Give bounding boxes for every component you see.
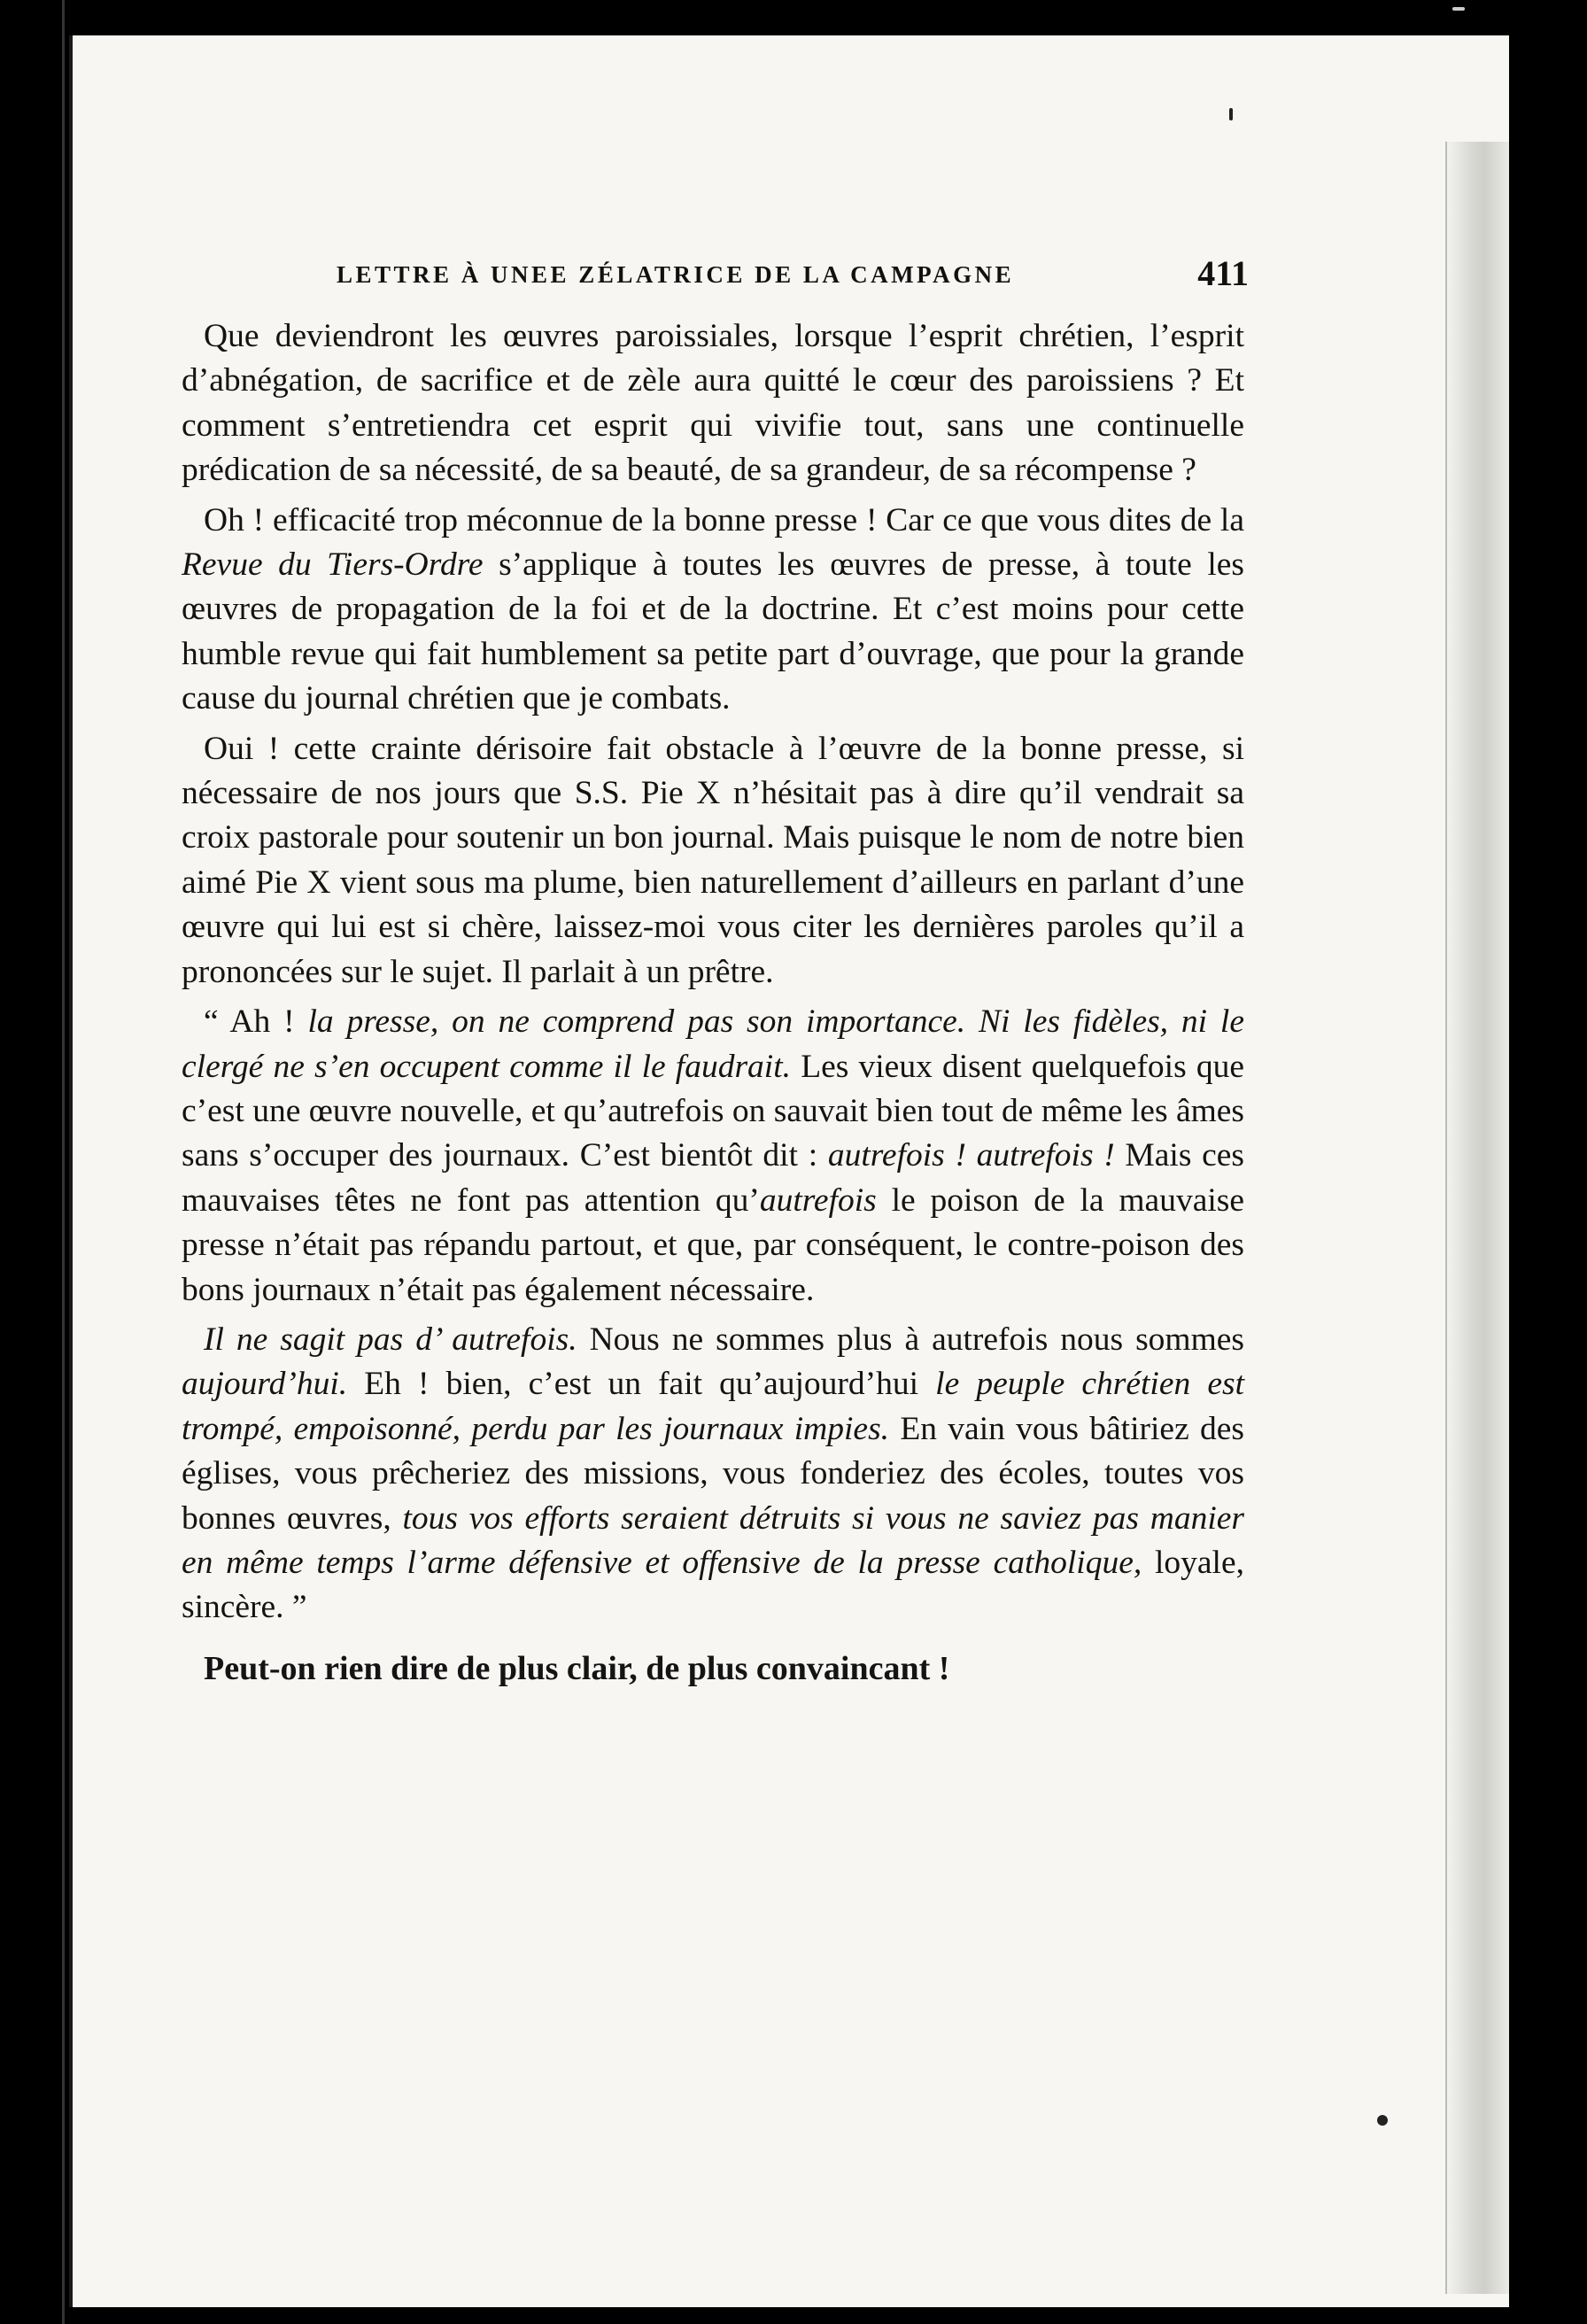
quote-italic-1: la presse, on ne comprend pas son importance. Ni les fidèles, ni le clergé ne s’en occupent comme il le faudrait. — [182, 1003, 1244, 1085]
paragraph-3: Oui ! cette crainte dérisoire fait obstacle à l’œuvre de la bonne presse, si nécessaire de nos jours que S.S. Pie X n’hésitait pas à dire qu’il vendrait sa croix pastorale pour soutenir un bon journal. Mais puisque le nom de notre bien aimé Pie X vient sous ma plume, bien naturellement d’ailleurs en parlant d’une œuvre qui lui est si chère, laissez-moi vous citer les dernières paroles qu’il a prononcées sur le sujet. Il parlait à un prêtre. — [182, 730, 1244, 990]
body-text — [182, 314, 1244, 1696]
quote-text-2: Les vieux disent quelquefois que c’est une œuvre nouvelle, et qu’autrefois on sauvait bien tout de même les âmes sans s’occuper des journaux. C’est bientôt dit : — [182, 1048, 1244, 1174]
paragraph-2-text-c: s’applique à toutes les œuvres de presse, à toute les œuvres de propagation de la foi et de la doctrine. Et c’est moins pour cette humble revue qui fait humblement sa petite part d’ouvrage, que pour la grande cause du journal chrétien que je combats. — [182, 546, 1245, 717]
quote-text-7: En vain vous bâtiriez des églises, vous prêcheriez des missions, vous fonderiez des écoles, toutes vos bonnes œuvres, — [182, 1410, 1245, 1537]
quote-italic-3: autrefois — [759, 1181, 877, 1219]
paragraph-4-quote — [182, 1000, 1244, 1313]
binding-gutter — [62, 0, 65, 2324]
running-title: LETTRE À UNEE ZÉLATRICE DE LA CAMPAGNE — [337, 261, 1015, 288]
paragraph-5-quote — [182, 1318, 1244, 1631]
quote-close: loyale, sincère. ” — [182, 1544, 1244, 1626]
page-number: 411 — [1197, 253, 1249, 293]
journal-title: Revue du Tiers-Ordre — [182, 546, 484, 584]
quote-italic-4: Il ne sagit pas d’ autrefois. — [204, 1321, 577, 1358]
ink-speck — [1377, 2115, 1388, 2126]
paragraph-6: Peut-on rien dire de plus clair, de plus convaincant ! — [204, 1649, 950, 1687]
quote-text-3: Mais ces mauvaises têtes ne font pas attention qu’ — [182, 1137, 1245, 1219]
paragraph-2-text-a: Oh ! efficacité trop méconnue de la bonne presse ! Car ce que vous dites de la — [204, 501, 1244, 538]
ink-speck — [1229, 108, 1233, 120]
quote-italic-5: aujourd’hui. — [182, 1366, 348, 1403]
page-header — [337, 252, 1249, 297]
quote-open: “ Ah ! — [204, 1003, 308, 1041]
quote-italic-7: tous vos efforts seraient détruits si vous ne saviez pas manier en même temps l’arme défensive et offensive de la presse catholique, — [182, 1499, 1245, 1581]
quote-text-5: Nous ne sommes plus à autrefois nous sommes — [577, 1321, 1244, 1358]
quote-italic-6: le peuple chrétien est trompé, empoisonné, perdu par les journaux impies. — [182, 1366, 1244, 1447]
page-edge-shadow — [1445, 142, 1509, 2294]
quote-text-6: Eh ! bien, c’est un fait qu’aujourd’hui — [347, 1366, 936, 1403]
paragraph-1: Que deviendront les œuvres paroissiales, lorsque l’esprit chrétien, l’esprit d’abnégation, de sacrifice et de zèle aura quitté le cœur des paroissiens ? Et comment s’entretiendra cet esprit qui vivifie tout, sans une continuelle prédication de sa nécessité, de sa beauté, de sa grandeur, de sa récompense ? — [182, 318, 1244, 489]
ink-speck — [1452, 7, 1465, 11]
quote-italic-2: autrefois ! autrefois ! — [827, 1137, 1115, 1174]
quote-text-4: le poison de la mauvaise presse n’était pas répandu partout, et que, par conséquent, le contre-poison des bons journaux n’était pas également nécessaire. — [182, 1181, 1244, 1308]
paragraph-2 — [182, 499, 1244, 722]
